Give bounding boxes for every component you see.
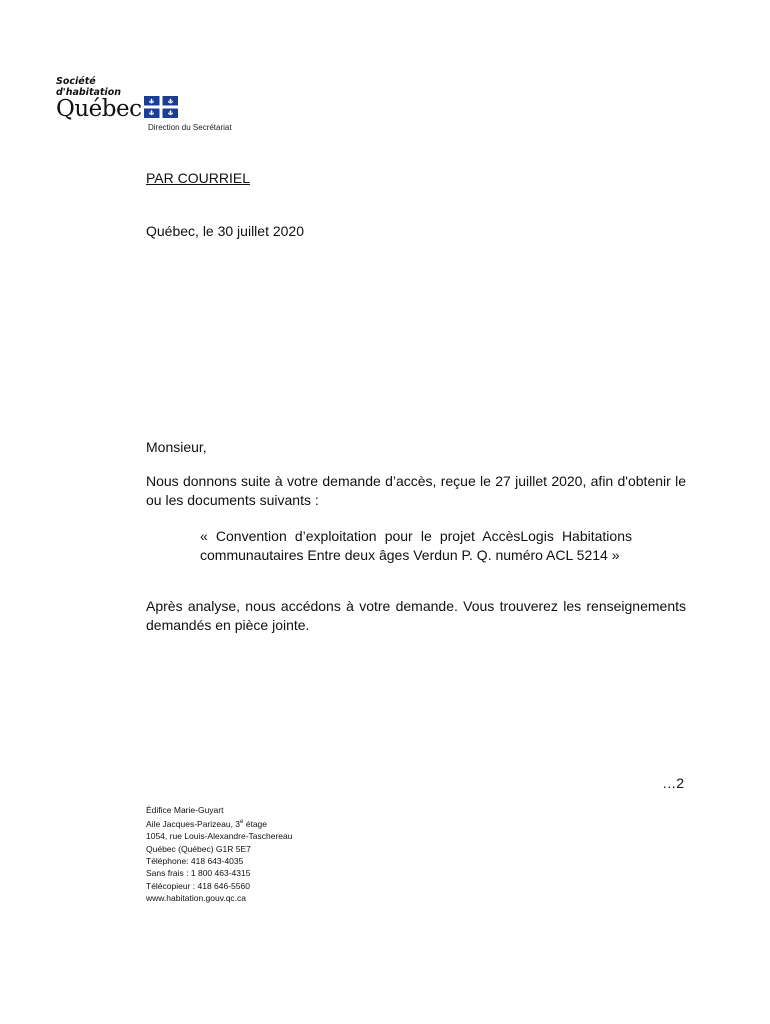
organization-name-line1: Société [56,76,96,87]
quebec-wordmark: Québec [56,96,142,122]
organization-name [56,76,121,98]
address-city: Québec (Québec) G1R 5E7 [146,843,251,854]
requested-document-quote: « Convention d’exploitation pour le projet AccèsLogis Habitations communautaires Entre deux âges Verdun P. Q. numéro ACL 5214 » [200,528,632,563]
quebec-flag-icon [144,96,178,118]
address-wing [146,816,292,830]
address-wing-floor: étage [243,819,268,830]
request-paragraph: Nous donnons suite à votre demande d’accès, reçue le 27 juillet 2020, afin d'obtenir le ou les documents suivants : [146,473,686,508]
page-continuation: …2 [662,775,684,791]
response-paragraph: Après analyse, nous accédons à votre demande. Vous trouverez les renseignements demandés en pièce jointe. [146,598,686,633]
organization-name-line2: d'habitation [56,87,121,98]
address-street: 1054, rue Louis-Alexandre-Taschereau [146,831,293,842]
address-fax: Télécopieur : 418 646-5560 [146,880,250,891]
address-wing-name: Aile Jacques-Parizeau, 3 [146,819,241,830]
department-name: Direction du Secrétariat [148,123,232,132]
letter-date: Québec, le 30 juillet 2020 [146,223,304,239]
salutation: Monsieur, [146,439,207,455]
address-block [146,804,292,904]
address-building: Édifice Marie-Guyart [146,805,224,815]
address-tollfree: Sans frais : 1 800 463-4315 [146,868,251,879]
address-wing-superscript: e [240,819,244,826]
website-link[interactable]: www.habitation.gouv.qc.ca [146,892,247,903]
address-phone: Téléphone: 418 643-4035 [146,856,244,867]
transmission-mode: PAR COURRIEL [146,170,250,186]
